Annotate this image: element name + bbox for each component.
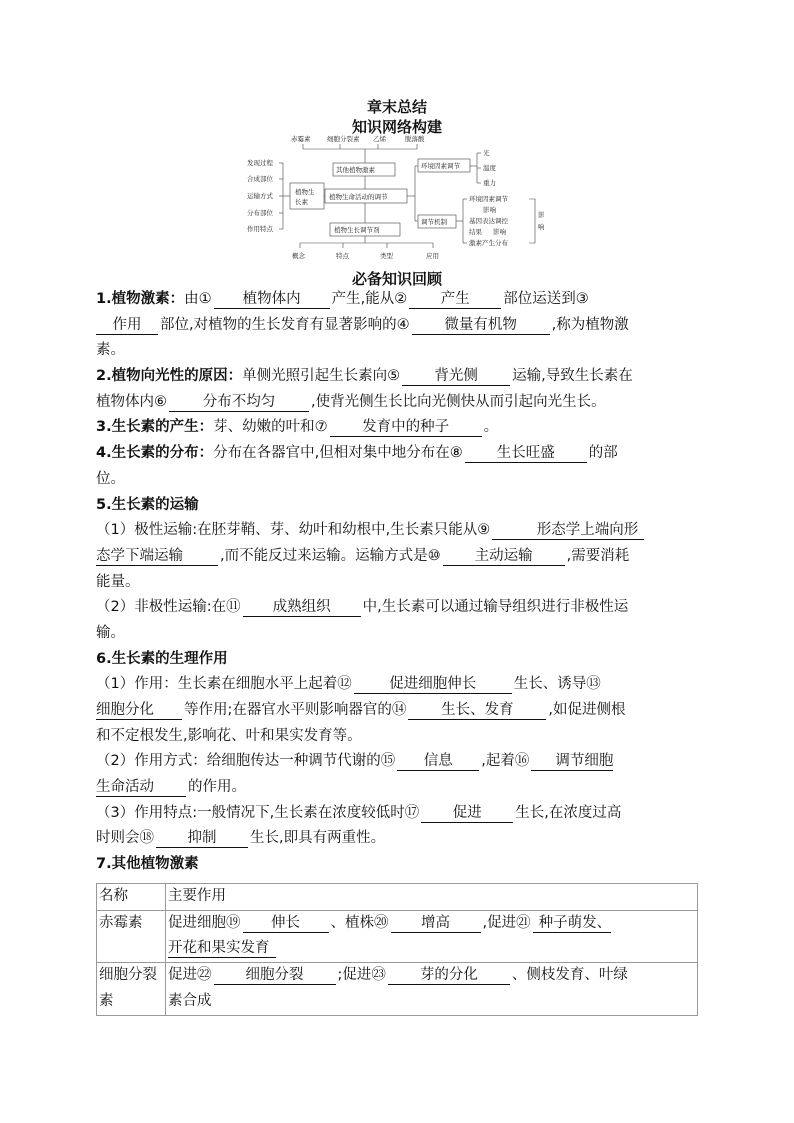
diagram-mech-item: 激素产生分布 [469, 239, 508, 247]
text-line: 植物体内⑥ 分布不均匀 ,使背光侧生长比向光侧快从而引起向光生长。 [96, 393, 606, 410]
answer-blank: 伸长 [243, 914, 329, 933]
answer-blank: 促进细胞伸长 [354, 675, 512, 694]
answer-blank: 作用 [96, 316, 158, 335]
answer-blank: 生命活动 [96, 778, 186, 797]
text-line: （2）非极性运输:在⑪ 成熟组织 中,生长素可以通过输导组织进行非极性运 [96, 599, 629, 616]
table-cell: 赤霉素 [97, 910, 166, 962]
answer-blank: 背光侧 [402, 367, 510, 386]
diagram-top-item: 细胞分裂素 [327, 135, 360, 143]
table-cell: 促进㉒ 细胞分裂 ;促进㉓ 芽的分化 、侧枝发育、叶绿 素合成 [166, 963, 698, 1015]
review-title: 必备知识回顾 [351, 270, 442, 288]
diagram-left-item: 作用特点 [247, 225, 273, 233]
answer-blank: 态学下端运输 [96, 547, 218, 566]
answer-blank: 细胞分化 [96, 701, 182, 720]
diagram-env-item: 光 [483, 149, 490, 157]
diagram-influence: 影 [538, 211, 545, 219]
answer-blank: 成熟组织 [243, 598, 361, 617]
answer-blank: 种子萌发、 [533, 914, 612, 933]
answer-blank: 形态学上端向形 [492, 521, 644, 540]
section-heading: 6.生长素的生理作用 [96, 650, 228, 667]
diagram-mech-item: 基因表达调控 [469, 217, 508, 225]
table-cell: 细胞分裂 素 [97, 963, 166, 1015]
text-line: 细胞分化 等作用;在器官水平则影响器官的⑭ 生长、发育 ,如促进侧根 [96, 702, 626, 718]
answer-blank: 产生 [409, 290, 501, 309]
answer-blank: 芽的分化 [388, 966, 510, 985]
text-line: 素。 [96, 342, 125, 359]
text-line: （3）作用特点:一般情况下,生长素在浓度较低时⑰ 促进 生长,在浓度过高 [96, 804, 622, 821]
table-row [97, 963, 698, 1015]
answer-blank: 信息 [397, 752, 479, 771]
text-line: 1.植物激素：由① 植物体内 产生,能从② 产生 部位运送到③ [96, 291, 589, 307]
knowledge-network-diagram [245, 133, 545, 263]
diagram-env: 环境因素调节 [421, 162, 460, 170]
diagram-mech-item: 影响 [483, 206, 496, 214]
network-title: 知识网络构建 [351, 118, 442, 136]
answer-blank: 植物体内 [214, 290, 330, 309]
diagram-top-item: 脱落酸 [405, 135, 425, 143]
answer-blank: 发育中的种子 [330, 418, 482, 437]
answer-blank: 微量有机物 [412, 316, 550, 335]
diagram-mech-item: 结果 [469, 228, 482, 236]
text-line: （1）作用：生长素在细胞水平上起着⑫ 促进细胞伸长 生长、诱导⑬ [96, 676, 601, 693]
text-line: 输。 [96, 624, 125, 641]
diagram-other-hormones: 其他植物激素 [336, 166, 375, 174]
text-line: 作用 部位,对植物的生长发育有显著影响的④ 微量有机物 ,称为植物激 [96, 313, 698, 339]
diagram-influence: 响 [538, 223, 545, 231]
table-row [97, 910, 698, 962]
diagram-left-item: 分布部位 [247, 209, 273, 217]
diagram-mechanism: 调节机制 [421, 218, 447, 226]
answer-blank: 生长旺盛 [465, 444, 587, 463]
chapter-title: 章末总结 [366, 98, 427, 116]
answer-blank: 开花和果实发育 [168, 939, 276, 958]
text-line: 能量。 [96, 573, 140, 590]
text-line: 3.生长素的产生：芽、幼嫩的叶和⑦ 发育中的种子 。 [96, 419, 499, 436]
text-line: 时则会⑱ 抑制 生长,即具有两重性。 [96, 830, 386, 847]
answer-blank: 调节细胞 [531, 752, 613, 771]
diagram-env-item: 重力 [483, 179, 496, 187]
section-heading: 5.生长素的运输 [96, 496, 199, 513]
answer-blank: 主动运输 [443, 547, 565, 566]
text-line: 和不定根发生,影响花、叶和果实发育等。 [96, 727, 362, 744]
diagram-bottom-item: 类型 [380, 252, 393, 260]
table-header-cell: 名称 [97, 884, 166, 911]
review-content [96, 287, 698, 878]
diagram-auxin: 长素 [295, 198, 308, 206]
diagram-env-item: 温度 [483, 164, 496, 172]
text-line: （1）极性运输:在胚芽鞘、芽、幼叶和幼根中,生长素只能从⑨ 形态学上端向形 [96, 518, 698, 544]
diagram-mech-item: 影响 [493, 228, 506, 236]
diagram-left-item: 发现过程 [247, 159, 273, 167]
answer-blank: 抑制 [156, 829, 248, 848]
answer-blank: 增高 [391, 914, 481, 933]
diagram-mech-item: 环境因素调节 [469, 195, 508, 203]
table-header-cell: 主要作用 [166, 884, 698, 911]
diagram-center: 植物生命活动的调节 [329, 193, 388, 201]
diagram-left-item: 合成部位 [247, 175, 273, 183]
diagram-bottom-item: 特点 [336, 252, 349, 260]
answer-blank: 分布不均匀 [169, 393, 309, 412]
diagram-bottom-item: 应用 [426, 252, 439, 260]
answer-blank: 促进 [421, 804, 513, 823]
diagram-regulator: 植物生长调节剂 [334, 226, 380, 234]
diagram-left-item: 运输方式 [247, 192, 273, 200]
text-line: 态学下端运输 ,而不能反过来运输。运输方式是⑩ 主动运输 ,需要消耗 [96, 547, 630, 564]
table-cell: 促进细胞⑲ 伸长 、植株⑳ 增高 ,促进㉑ 种子萌发、 开花和果实发育 [166, 910, 698, 962]
text-line: 4.生长素的分布：分布在各器官中,但相对集中地分布在⑧ 生长旺盛 的部 [96, 445, 618, 462]
diagram-top-item: 赤霉素 [291, 135, 311, 143]
diagram-top-item: 乙烯 [373, 135, 386, 143]
text-line: 2.植物向光性的原因：单侧光照引起生长素向⑤ 背光侧 运输,导致生长素在 [96, 368, 633, 385]
text-line: （2）作用方式：给细胞传达一种调节代谢的⑮ 信息 ,起着⑯ 调节细胞 [96, 753, 614, 770]
answer-blank: 生长、发育 [408, 701, 546, 720]
text-line: 位。 [96, 470, 125, 487]
other-hormones-table [96, 883, 698, 1016]
answer-blank: 细胞分裂 [214, 966, 336, 985]
diagram-auxin: 植物生 [295, 188, 315, 196]
section-heading: 7.其他植物激素 [96, 856, 199, 873]
diagram-bottom-item: 概念 [292, 252, 305, 260]
table-row [97, 884, 698, 911]
text-line: 生命活动 的作用。 [96, 779, 246, 796]
